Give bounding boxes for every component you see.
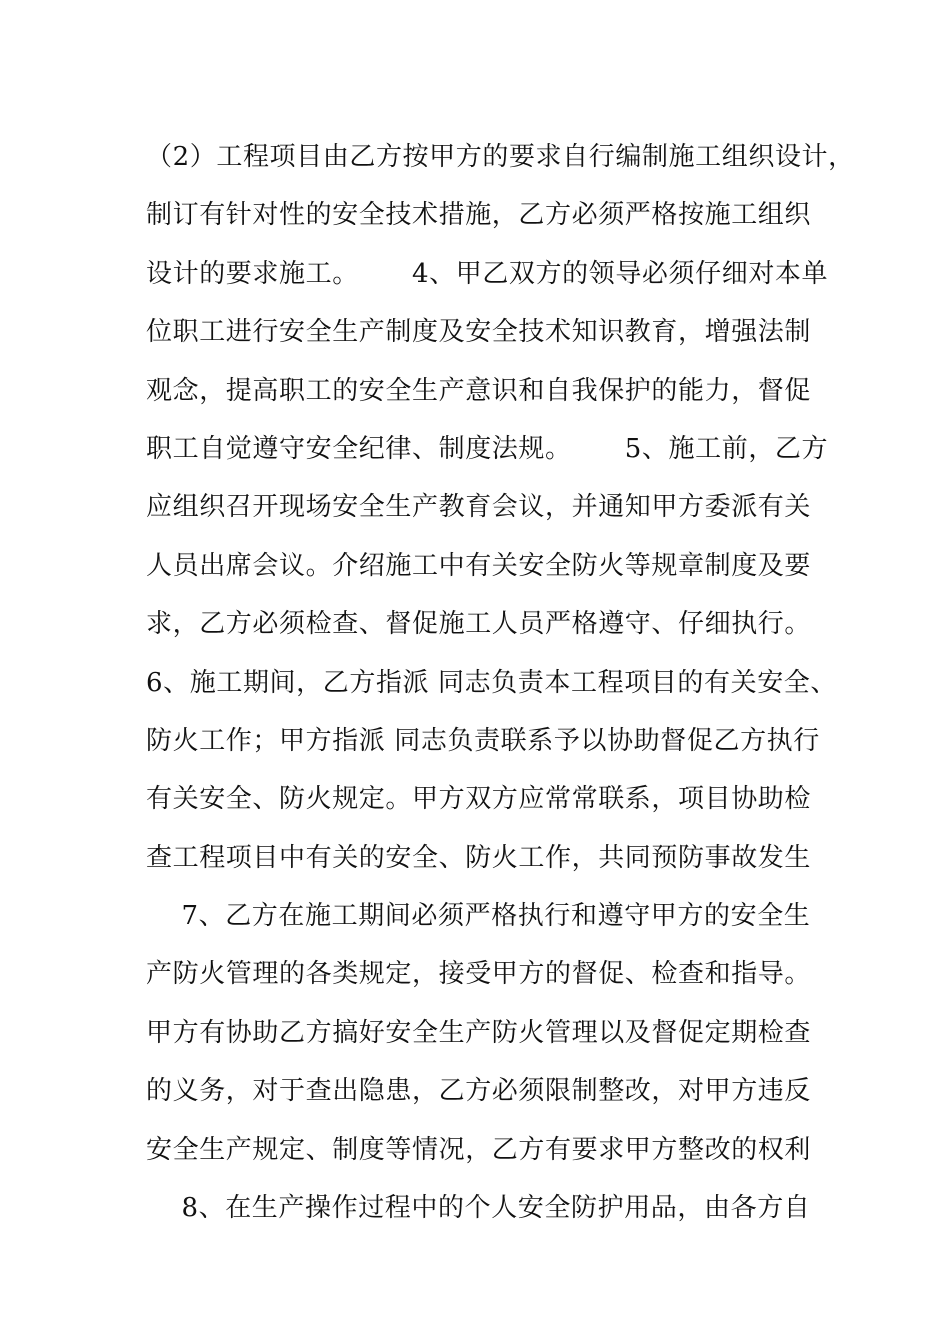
text-line: 观念，提高职工的安全生产意识和自我保护的能力，督促: [146, 375, 812, 406]
text-line: 求，乙方必须检查、督促施工人员严格遵守、仔细执行。: [146, 609, 812, 640]
text-line: 产防火管理的各类规定，接受甲方的督促、检查和指导。: [146, 959, 812, 990]
text-line: 6、施工期间，乙方指派 同志负责本工程项目的有关安全、: [146, 667, 838, 698]
body-text: [146, 128, 855, 1237]
text-line: 人员出席会议。介绍施工中有关安全防火等规章制度及要: [146, 550, 812, 581]
text-line: 防火工作；甲方指派 同志负责联系予以协助督促乙方执行: [146, 725, 820, 756]
text-line: 应组织召开现场安全生产教育会议，并通知甲方委派有关: [146, 492, 812, 523]
text-line: 有关安全、防火规定。甲方双方应常常联系，项目协助检: [146, 784, 812, 815]
text-line: 职工自觉遵守安全纪律、制度法规。 5、施工前，乙方: [146, 433, 829, 464]
text-line: 安全生产规定、制度等情况，乙方有要求甲方整改的权利: [146, 1134, 812, 1165]
text-line: 8、在生产操作过程中的个人安全防护用品，由各方自: [146, 1193, 811, 1224]
text-line: 设计的要求施工。 4、甲乙双方的领导必须仔细对本单: [146, 258, 829, 289]
text-line: （2）工程项目由乙方按甲方的要求自行编制施工组织设计，: [146, 142, 855, 172]
text-line: 位职工进行安全生产制度及安全技术知识教育，增强法制: [146, 317, 812, 348]
text-line: 制订有针对性的安全技术措施，乙方必须严格按施工组织: [146, 200, 812, 231]
text-line: 7、乙方在施工期间必须严格执行和遵守甲方的安全生: [146, 901, 811, 932]
text-line: 甲方有协助乙方搞好安全生产防火管理以及督促定期检查: [146, 1017, 812, 1048]
text-line: 的义务，对于查出隐患，乙方必须限制整改，对甲方违反: [146, 1076, 812, 1107]
text-line: 查工程项目中有关的安全、防火工作，共同预防事故发生: [146, 842, 812, 873]
